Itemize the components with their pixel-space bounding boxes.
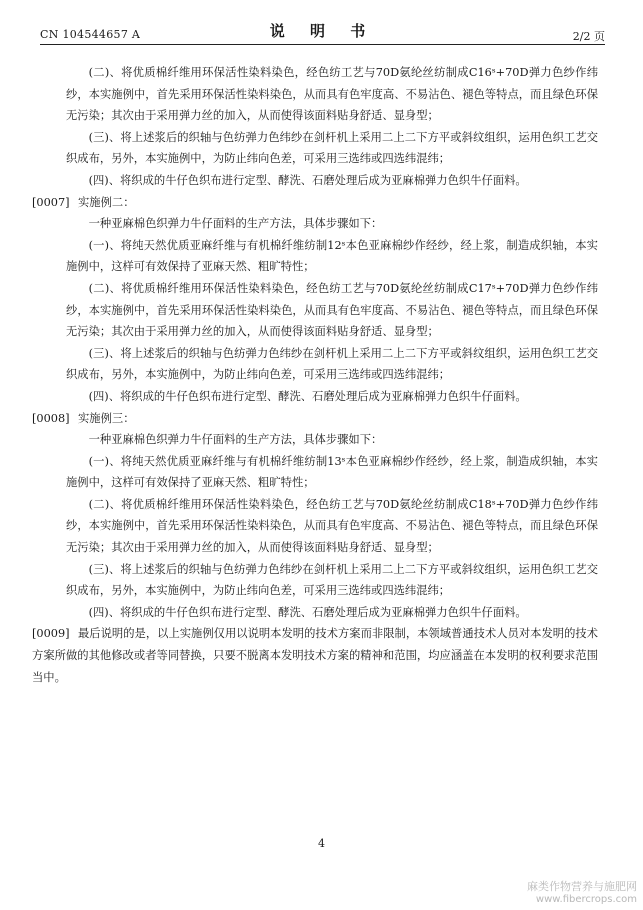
body-paragraph: (四)、将织成的牛仔色织布进行定型、酵洗、石磨处理后成为亚麻棉弹力色织牛仔面料。 [88,605,527,619]
body-paragraph: (四)、将织成的牛仔色织布进行定型、酵洗、石磨处理后成为亚麻棉弹力色织牛仔面料。 [88,389,527,403]
page-indicator: 2/2 页 [572,30,605,43]
paragraph-heading: 实施例三： [78,411,135,425]
body-paragraph: (二)、将优质棉纤维用环保活性染料染色，经色纺工艺与70D氨纶丝纺制成C17ˢ+70D弹力色纱作纬纱，本实施例中，首先采用环保活性染料染色，从而具有色牢度高、不易沾色、褪色等特点，而且绿色环保无污染；其次由于采用弹力丝的加入，从而使得该面料贴身舒适、显身型； [66,281,598,339]
watermark-site-name: 麻类作物营养与施肥网 [527,880,637,893]
numbered-paragraph [32,408,598,430]
body-paragraph: 一种亚麻棉色织弹力牛仔面料的生产方法，具体步骤如下： [88,433,383,447]
paragraph-number: [0009] [32,627,70,641]
body-paragraph: (三)、将上述浆后的织轴与色纺弹力色纬纱在剑杆机上采用二上二下方平或斜纹组织，运用色织工艺交织成布，另外，本实施例中，为防止纬向色差，可采用三选纬或四选纬混纬； [66,346,598,382]
watermark [527,880,637,906]
body-paragraph: (三)、将上述浆后的织轴与色纺弹力色纬纱在剑杆机上采用二上二下方平或斜纹组织，运用色织工艺交织成布，另外，本实施例中，为防止纬向色差，可采用三选纬或四选纬混纬； [66,130,598,166]
body-paragraph: (四)、将织成的牛仔色织布进行定型、酵洗、石磨处理后成为亚麻棉弹力色织牛仔面料。 [88,173,527,187]
paragraph-number: [0008] [32,411,70,425]
document-body [32,62,598,688]
paragraph-heading: 实施例二： [78,195,135,209]
page-number: 4 [318,837,325,850]
document-title: 说 明 书 [269,22,376,40]
body-paragraph: (一)、将纯天然优质亚麻纤维与有机棉纤维纺制13ˢ本色亚麻棉纱作经纱，经上浆，制造成织轴，本实施例中，这样可有效保持了亚麻天然、粗旷特性； [66,454,598,490]
patent-number: CN 104544657 A [40,28,141,41]
paragraph-heading: 最后说明的是，以上实施例仅用以说明本发明的技术方案而非限制，本领域普通技术人员对本发明的技术方案所做的其他修改或者等同替换，只要不脱离本发明技术方案的精神和范围，均应涵盖在本发明的权利要求范围当中。 [32,627,598,684]
body-paragraph: (二)、将优质棉纤维用环保活性染料染色，经色纺工艺与70D氨纶丝纺制成C18ˢ+70D弹力色纱作纬纱，本实施例中，首先采用环保活性染料染色，从而具有色牢度高、不易沾色、褪色等特点，而且绿色环保无污染；其次由于采用弹力丝的加入，从而使得该面料贴身舒适、显身型； [66,497,598,555]
numbered-paragraph [32,192,598,214]
body-paragraph: 一种亚麻棉色织弹力牛仔面料的生产方法，具体步骤如下： [88,217,383,231]
watermark-url: www.fibercrops.com [535,894,637,905]
body-paragraph: (二)、将优质棉纤维用环保活性染料染色，经色纺工艺与70D氨纶丝纺制成C16ˢ+70D弹力色纱作纬纱，本实施例中，首先采用环保活性染料染色，从而具有色牢度高、不易沾色、褪色等特点，而且绿色环保无污染；其次由于采用弹力丝的加入，从而使得该面料贴身舒适、显身型； [66,66,598,123]
page-header [40,14,605,45]
paragraph-number: [0007] [32,195,70,209]
body-paragraph: (三)、将上述浆后的织轴与色纺弹力色纬纱在剑杆机上采用二上二下方平或斜纹组织，运用色织工艺交织成布，另外，本实施例中，为防止纬向色差，可采用三选纬或四选纬混纬； [66,562,598,598]
body-paragraph: (一)、将纯天然优质亚麻纤维与有机棉纤维纺制12ˢ本色亚麻棉纱作经纱，经上浆，制造成织轴，本实施例中，这样可有效保持了亚麻天然、粗旷特性； [66,238,598,274]
numbered-paragraph [32,623,598,688]
